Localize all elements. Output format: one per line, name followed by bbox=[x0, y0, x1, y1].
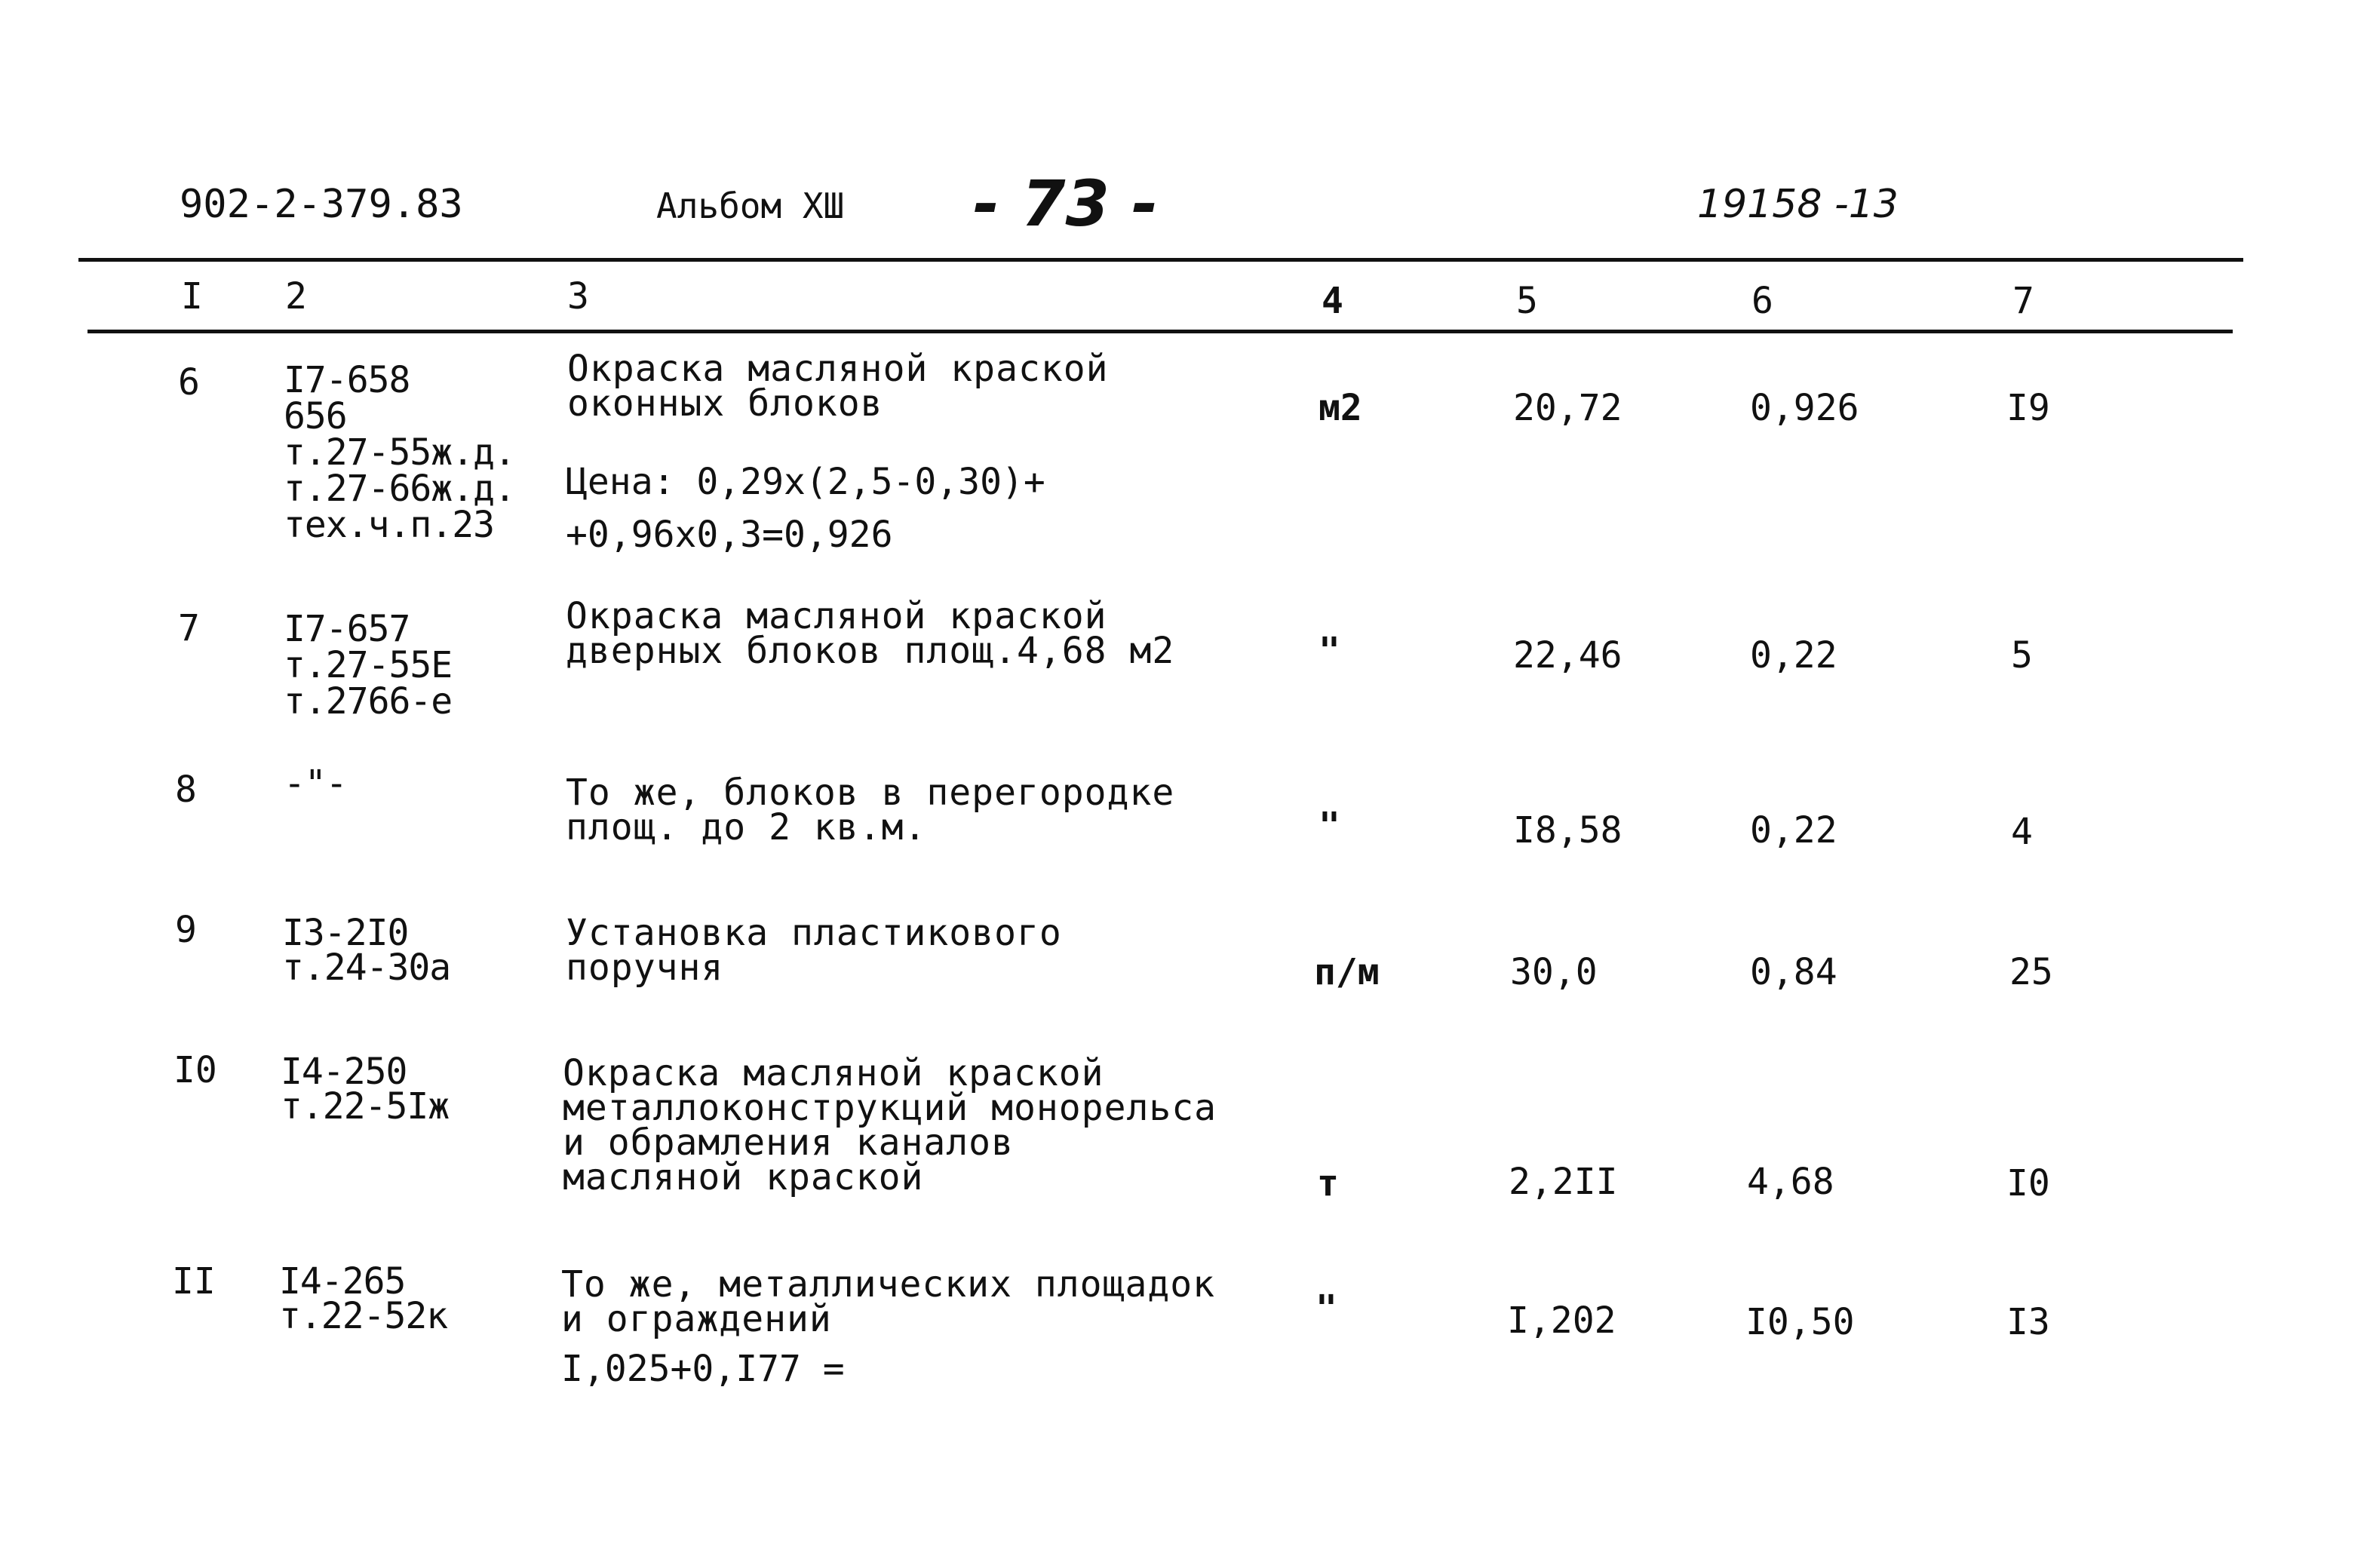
row-unit: " bbox=[1319, 630, 1340, 672]
column-header-7: 7 bbox=[2012, 280, 2034, 322]
row-quantity: 20,72 bbox=[1513, 387, 1622, 429]
row-unit: " bbox=[1319, 805, 1340, 847]
row-price: 0,22 bbox=[1750, 634, 1837, 677]
page-number: - 73 - bbox=[973, 167, 1159, 241]
column-header-2: 2 bbox=[285, 275, 307, 318]
row-code: I7-658 656 т.27-55ж.д. т.27-66ж.д. тех.ч.п.23 bbox=[284, 359, 515, 546]
row-quantity: 22,46 bbox=[1513, 634, 1622, 677]
row-price: 4,68 bbox=[1747, 1161, 1834, 1203]
row-code: I4-250 т.22-5Iж bbox=[281, 1051, 450, 1128]
row-unit: п/м bbox=[1314, 951, 1380, 993]
column-header-5: 5 bbox=[1516, 280, 1538, 322]
row-number: 6 bbox=[178, 361, 200, 404]
row-number: II bbox=[172, 1260, 216, 1303]
column-header-6: 6 bbox=[1751, 280, 1773, 322]
album-label: Альбом ХШ bbox=[656, 186, 845, 226]
row-unit: " bbox=[1315, 1287, 1337, 1330]
row-number: 7 bbox=[178, 607, 200, 649]
row-price: I0,50 bbox=[1745, 1301, 1855, 1343]
row-code: I4-265 т.22-52к bbox=[279, 1260, 448, 1337]
table-header-rule bbox=[87, 330, 2233, 333]
row-unit: т bbox=[1317, 1162, 1339, 1204]
row-description: То же, блоков в перегородке площ. до 2 кв.м. bbox=[566, 772, 1175, 848]
row-total: 4 bbox=[2011, 811, 2033, 853]
document-code: 902-2-379.83 bbox=[180, 182, 463, 227]
column-header-3: 3 bbox=[567, 275, 589, 318]
row-price: 0,926 bbox=[1750, 387, 1859, 429]
row-description: Окраска масляной краской дверных блоков площ.4,68 м2 bbox=[566, 595, 1175, 672]
row-description: То же, металлических площадок и ограждений bbox=[561, 1263, 1216, 1340]
row-code: -"- bbox=[284, 763, 347, 805]
column-header-4: 4 bbox=[1322, 280, 1343, 322]
row-number: 9 bbox=[175, 909, 197, 951]
row-quantity: 2,2II bbox=[1509, 1161, 1618, 1203]
row-price: 0,22 bbox=[1750, 809, 1837, 852]
row-description-note: Цена: 0,29х(2,5-0,30)+ +0,96х0,3=0,926 bbox=[566, 461, 1045, 556]
row-unit: м2 bbox=[1319, 387, 1362, 429]
row-description-note: I,025+0,I77 = bbox=[561, 1348, 845, 1390]
row-code: I7-657 т.27-55Е т.2766-е bbox=[284, 608, 453, 723]
row-total: 25 bbox=[2009, 951, 2053, 993]
row-description: Установка пластикового поручня bbox=[566, 912, 1062, 989]
row-price: 0,84 bbox=[1750, 951, 1837, 993]
row-total: I0 bbox=[2006, 1162, 2050, 1204]
row-number: I0 bbox=[173, 1049, 217, 1091]
column-header-1: I bbox=[181, 275, 203, 318]
row-total: I9 bbox=[2006, 387, 2050, 429]
row-number: 8 bbox=[175, 769, 197, 811]
row-description: Окраска масляной краской оконных блоков bbox=[567, 348, 1109, 425]
row-code: I3-2I0 т.24-30а bbox=[282, 912, 451, 989]
row-description: Окраска масляной краской металлоконструкций монорельса и обрамления каналов масляной краской bbox=[563, 1052, 1217, 1198]
table-top-rule bbox=[78, 258, 2243, 262]
row-quantity: 30,0 bbox=[1510, 951, 1598, 993]
row-total: 5 bbox=[2011, 634, 2033, 677]
row-quantity: I8,58 bbox=[1513, 809, 1622, 852]
row-total: I3 bbox=[2006, 1301, 2050, 1343]
row-quantity: I,202 bbox=[1507, 1300, 1616, 1342]
order-number: 19158 -13 bbox=[1697, 182, 1899, 227]
